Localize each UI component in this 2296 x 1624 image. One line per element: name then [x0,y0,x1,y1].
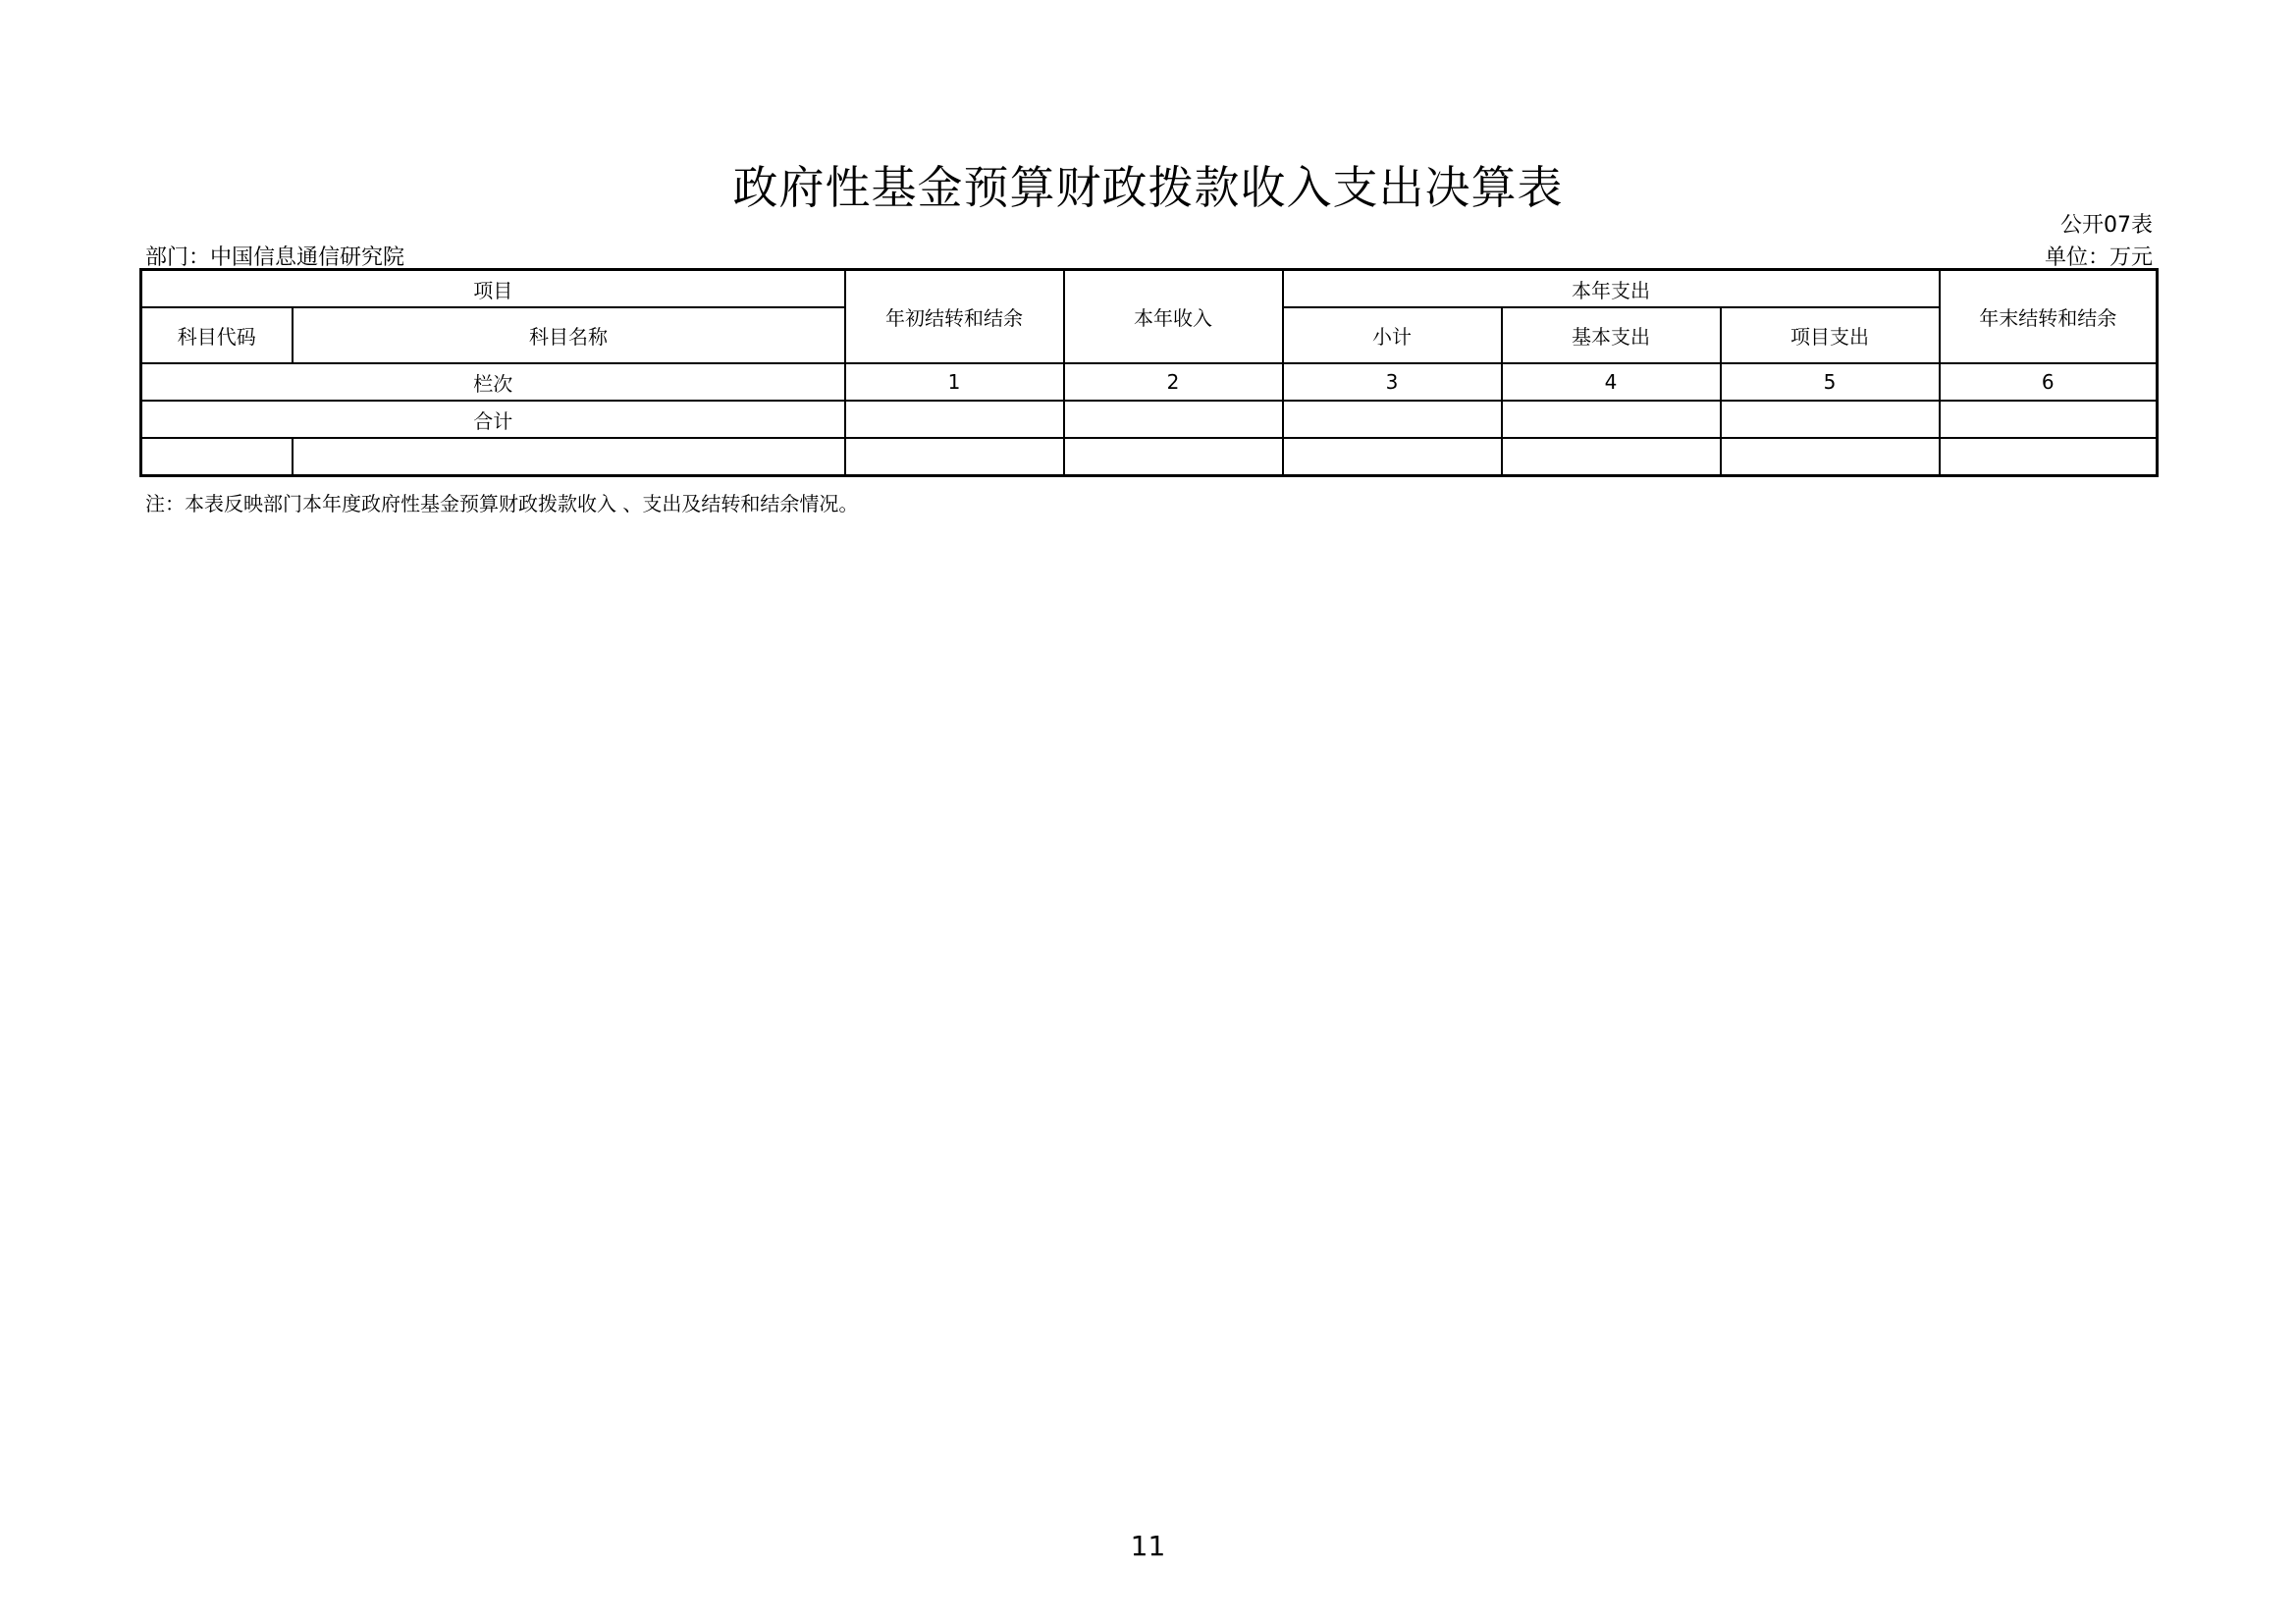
header-expenditure: 本年支出 [1283,270,1940,308]
department-label: 部门：中国信息通信研究院 [145,245,405,270]
empty-cell [845,438,1064,476]
column-index-row [141,363,2158,401]
empty-cell [1283,438,1502,476]
table-row [141,438,2158,476]
header-subject-code: 科目代码 [141,307,293,363]
header-project: 项目 [141,270,845,308]
column-index-label: 栏次 [141,363,845,401]
fund-budget-table [139,268,2159,477]
form-number: 公开07表 [2060,213,2153,238]
page-title: 政府性基金预算财政拨款收入支出决算表 [732,161,1564,214]
unit-label: 单位：万元 [2044,245,2153,270]
total-row [141,401,2158,438]
column-index-2: 2 [1064,363,1283,401]
column-index-4: 4 [1502,363,1721,401]
empty-cell [293,438,845,476]
empty-cell [141,438,293,476]
empty-cell [1502,438,1721,476]
total-cell [1502,401,1721,438]
header-subject-name: 科目名称 [293,307,845,363]
total-cell [1940,401,2158,438]
table-header-row [141,270,2158,308]
column-index-5: 5 [1721,363,1940,401]
column-index-6: 6 [1940,363,2158,401]
empty-cell [1721,438,1940,476]
header-subtotal: 小计 [1283,307,1502,363]
total-cell [1721,401,1940,438]
header-income: 本年收入 [1064,270,1283,364]
column-index-1: 1 [845,363,1064,401]
total-cell [1064,401,1283,438]
column-index-3: 3 [1283,363,1502,401]
table-note: 注：本表反映部门本年度政府性基金预算财政拨款收入 、支出及结转和结余情况。 [145,492,859,515]
total-cell [1283,401,1502,438]
page-number: 11 [1130,1530,1166,1562]
header-basic-expenditure: 基本支出 [1502,307,1721,363]
empty-cell [1064,438,1283,476]
total-cell [845,401,1064,438]
header-opening-balance: 年初结转和结余 [845,270,1064,364]
header-project-expenditure: 项目支出 [1721,307,1940,363]
empty-cell [1940,438,2158,476]
total-label: 合计 [141,401,845,438]
header-closing-balance: 年末结转和结余 [1940,270,2158,364]
